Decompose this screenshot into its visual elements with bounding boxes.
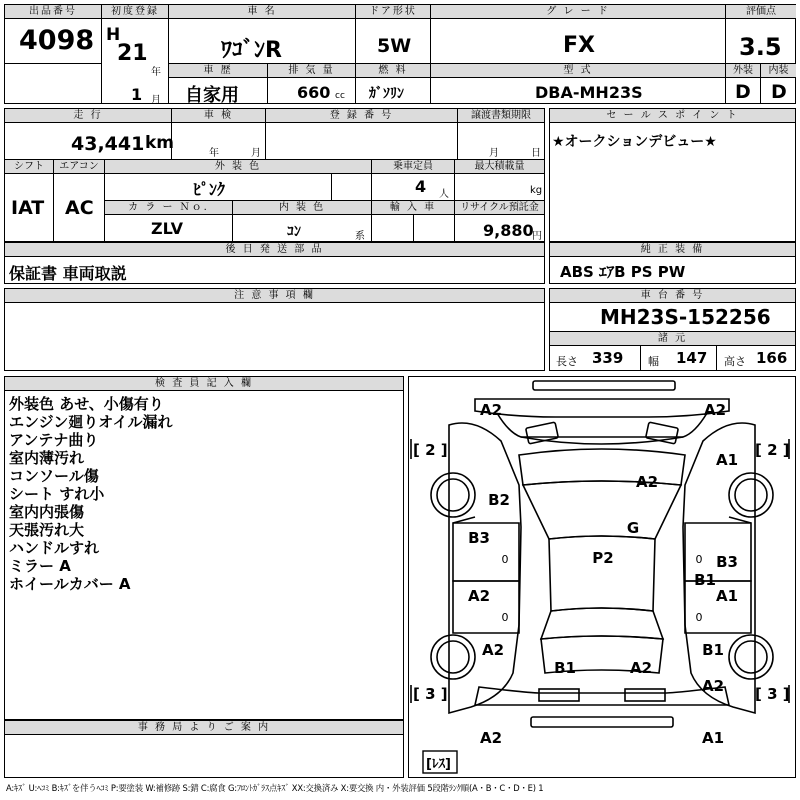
inspector-line: アンテナ曲り	[9, 431, 99, 449]
registration-number-label: 登 録 番 号	[266, 109, 457, 123]
specs-label: 諸 元	[550, 332, 795, 346]
damage-mark: A2	[479, 401, 503, 419]
inspector-notes	[9, 395, 173, 593]
inspector-line: ミラー A	[9, 557, 71, 575]
bracket-left-bottom: [ 3 ]	[413, 685, 448, 703]
damage-mark: A2	[481, 641, 505, 659]
equipment-text: ABS ｴｱB PS PW	[560, 263, 686, 281]
rear-light-left	[539, 689, 579, 701]
rear-bumper	[475, 687, 729, 705]
inspector-line: シート すれ小	[9, 485, 105, 503]
damage-mark: A2	[467, 587, 491, 605]
fuel: ｶﾞｿﾘﾝ	[369, 86, 404, 102]
mileage: 43,441	[71, 133, 145, 155]
inspection-year-unit: 年	[209, 148, 219, 159]
office-box	[4, 720, 404, 778]
hood	[519, 449, 685, 485]
roof	[549, 536, 655, 611]
lot-number-label: 出品番号	[5, 5, 101, 19]
panel-zero: 0	[695, 611, 703, 624]
exterior-label: 外装	[726, 64, 760, 78]
shift-type: IAT	[11, 197, 45, 219]
capacity-label: 乗車定員	[372, 160, 454, 174]
inspector-box	[4, 376, 404, 720]
inspector-line: コンソール傷	[9, 467, 99, 485]
door-type: 5W	[377, 35, 412, 57]
sales-point-box	[549, 108, 796, 242]
transfer-month-unit: 月	[489, 148, 499, 159]
panel-zero: 0	[695, 553, 703, 566]
history-label: 車 歴	[169, 64, 267, 78]
vehicle-detail-box	[4, 108, 545, 242]
history: 自家用	[185, 85, 239, 106]
interior-color: ｺﾝ	[287, 224, 301, 240]
bracket-right-top: [ 2 ]	[755, 441, 790, 459]
displacement: 660	[297, 83, 331, 102]
car-name-label: 車 名	[169, 5, 355, 19]
bracket-right-bottom: [ 3 ]	[755, 685, 790, 703]
damage-mark: A1	[701, 729, 725, 747]
spare-tire-label: [ﾚｽ]	[426, 757, 451, 772]
interior-grade: D	[771, 81, 787, 103]
bracket-left-top: [ 2 ]	[413, 441, 448, 459]
registration-month: 1	[131, 85, 143, 104]
recycle-fee-label: リサイクル預託金	[455, 201, 544, 215]
rear-bumper-bottom	[531, 717, 673, 727]
damage-mark: A2	[703, 401, 727, 419]
recycle-fee: 9,880	[483, 221, 534, 240]
damage-mark: A1	[715, 451, 739, 469]
grade: FX	[563, 33, 595, 58]
fuel-label: 燃 料	[356, 64, 430, 78]
overall-score: 3.5	[739, 33, 782, 61]
registration-era: H	[106, 25, 121, 45]
registration-year: 21	[117, 41, 148, 66]
registration-year-unit: 年	[151, 67, 161, 78]
sales-point-label: セ ー ル ス ポ イ ン ト	[550, 109, 795, 123]
transfer-deadline-label: 譲渡書類期限	[458, 109, 544, 123]
later-parts-text: 保証書 車両取説	[9, 264, 127, 283]
sales-point-text: ★オークションデビュー★	[552, 134, 717, 150]
displacement-label: 排 気 量	[268, 64, 355, 78]
office-label: 事 務 局 よ り ご 案 内	[5, 721, 403, 735]
damage-mark: A1	[715, 587, 739, 605]
exterior-grade: D	[735, 81, 751, 103]
damage-mark: B2	[488, 491, 510, 509]
damage-mark: B1	[554, 659, 576, 677]
length-label: 長さ	[556, 355, 578, 368]
later-parts-label: 後 日 発 送 部 品	[5, 243, 544, 257]
capacity-unit: 人	[439, 189, 449, 200]
shift-label: シフト	[5, 160, 53, 174]
notes-box	[4, 288, 545, 371]
inspection-month-unit: 月	[251, 148, 261, 159]
damage-mark: A2	[701, 677, 725, 695]
grade-label: グ レ ー ド	[431, 5, 725, 19]
rear-light-right	[625, 689, 665, 701]
mileage-unit: km	[145, 133, 175, 153]
import-label: 輸 入 車	[372, 201, 454, 215]
damage-diagram-box	[408, 376, 796, 778]
capacity: 4	[415, 177, 427, 196]
inspector-label: 検 査 員 記 入 欄	[5, 377, 403, 391]
rear-glass	[541, 608, 663, 639]
equipment-box	[549, 242, 796, 284]
color-number-label: カ ラ ー Ｎｏ.	[105, 201, 232, 215]
first-registration-label: 初度登録	[102, 5, 168, 19]
inspector-line: 天張汚れ大	[9, 521, 85, 539]
later-parts-box	[4, 242, 545, 284]
model-label: 型 式	[431, 64, 725, 78]
model-code: DBA-MH23S	[535, 83, 643, 102]
chassis-number: MH23S-152256	[600, 305, 771, 329]
inspector-line: 室内内張傷	[9, 503, 85, 521]
color-number: ZLV	[151, 219, 183, 238]
displacement-unit: cc	[335, 91, 345, 101]
inspector-line: ハンドルすれ	[9, 539, 100, 557]
height-label: 高さ	[724, 355, 746, 368]
left-body	[449, 423, 521, 713]
exterior-color: ﾋﾟﾝｸ	[193, 180, 226, 199]
inspector-line: ホイールカバー A	[9, 575, 131, 593]
car-damage-diagram	[409, 377, 795, 777]
length: 339	[592, 349, 624, 367]
interior-color-unit: 系	[355, 231, 365, 242]
car-name: ﾜｺﾞﾝR	[221, 38, 282, 63]
damage-mark: A2	[479, 729, 503, 747]
registration-month-unit: 月	[151, 95, 161, 106]
legend: A:ｷｽﾞ U:ﾍｺﾐ B:ｷｽﾞを伴うﾍｺﾐ P:要塗装 W:補修跡 S:錆 C:腐食 G:ﾌﾛﾝﾄｶﾞﾗｽ点ｷｽﾞ XX:交換済み X:要交換 内・外装評価 5段階ﾗﾝｸ順(A・B・C・D・E) 1	[6, 783, 544, 793]
aircon: AC	[65, 197, 94, 219]
damage-mark: B1	[702, 641, 724, 659]
exterior-color-label: 外 装 色	[105, 160, 371, 174]
width-label: 幅	[648, 355, 659, 368]
damage-mark: P2	[592, 549, 614, 567]
panel-zero: 0	[501, 611, 509, 624]
height: 166	[756, 349, 788, 367]
inspector-line: 室内薄汚れ	[9, 449, 85, 467]
interior-color-label: 内 装 色	[233, 201, 371, 215]
transfer-day-unit: 日	[531, 148, 541, 159]
recycle-fee-unit: 円	[532, 231, 542, 242]
inspection-label: 車 検	[172, 109, 265, 123]
damage-mark: A2	[635, 473, 659, 491]
width: 147	[676, 349, 708, 367]
vehicle-info-box	[4, 4, 796, 104]
front-bumper-top	[533, 381, 675, 390]
max-load-label: 最大積載量	[455, 160, 544, 174]
score-label: 評価点	[726, 5, 796, 19]
notes-label: 注 意 事 項 欄	[5, 289, 544, 303]
aircon-label: エアコン	[54, 160, 104, 174]
panel-zero: 0	[501, 553, 509, 566]
chassis-label: 車 台 番 号	[550, 289, 795, 303]
inspector-line: エンジン廻りオイル漏れ	[9, 413, 173, 431]
door-type-label: ドア形状	[356, 5, 430, 19]
damage-mark: A2	[629, 659, 653, 677]
equipment-label: 純 正 装 備	[550, 243, 795, 257]
damage-mark: G	[626, 519, 640, 537]
front-bumper	[475, 399, 729, 417]
interior-label: 内装	[761, 64, 796, 78]
chassis-box	[549, 288, 796, 371]
damage-mark: B1	[694, 571, 716, 589]
damage-mark: B3	[468, 529, 490, 547]
max-load-unit: kg	[530, 185, 543, 196]
lot-number: 4098	[19, 25, 95, 56]
mileage-label: 走 行	[5, 109, 171, 123]
damage-mark: B3	[716, 553, 738, 571]
inspector-line: 外装色 あせ、小傷有り	[9, 395, 164, 413]
